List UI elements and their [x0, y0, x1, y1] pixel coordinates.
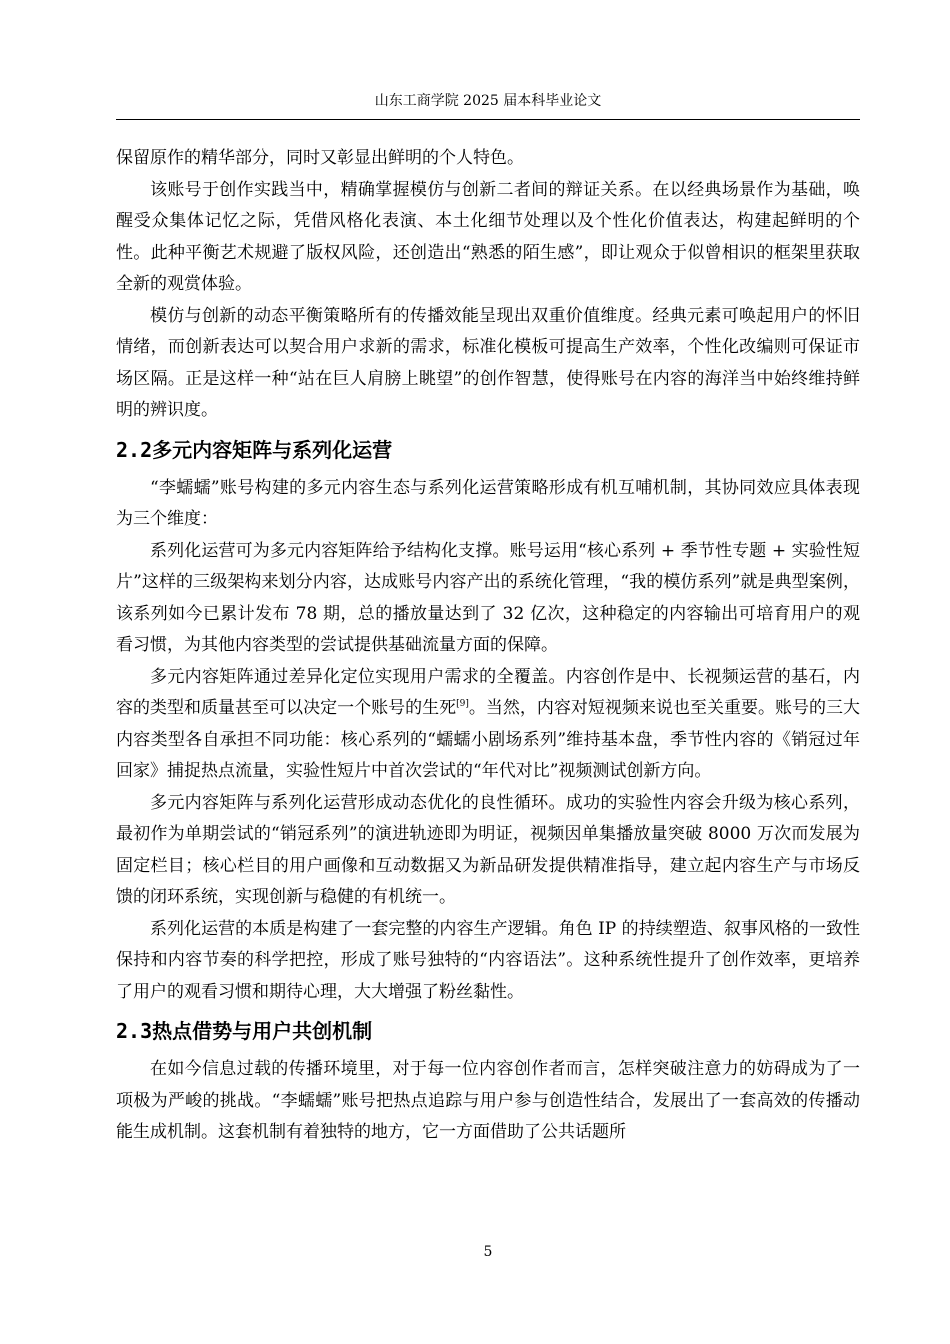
paragraph: 系列化运营的本质是构建了一套完整的内容生产逻辑。角色 IP 的持续塑造、叙事风格的一致性保持和内容节奏的科学把控，形成了账号独特的“内容语法”。这种系统性提升了创作效率，更培养了用户的观看习惯和期待心理，大大增强了粉丝黏性。: [116, 918, 860, 1002]
running-header: 山东工商学院 2025 届本科毕业论文: [374, 93, 602, 109]
section-title: 热点借势与用户共创机制: [152, 1019, 373, 1043]
paragraph: 模仿与创新的动态平衡策略所有的传播效能呈现出双重价值维度。经典元素可唤起用户的怀旧情绪，而创新表达可以契合用户求新的需求，标准化模板可提高生产效率，个性化改编则可保证市场区隔。正是这样一种“站在巨人肩膀上眺望”的创作智慧，使得账号在内容的海洋当中始终维持鲜明的辨识度。: [116, 305, 860, 420]
paragraph: 多元内容矩阵与系列化运营形成动态优化的良性循环。成功的实验性内容会升级为核心系列，最初作为单期尝试的“销冠系列”的演进轨迹即为明证，视频因单集播放量突破 8000 万次而发展为固定栏目；核心栏目的用户画像和互动数据又为新品研发提供精准指导，建立起内容生产与市场反馈的闭环系统，实现创新与稳健的有机统一。: [116, 792, 860, 907]
paragraph: “李蠕蠕”账号构建的多元内容生态与系列化运营策略形成有机互哺机制，其协同效应具体表现为三个维度：: [116, 477, 860, 529]
section-number: 2.2: [116, 437, 153, 462]
section-number: 2.3: [116, 1019, 153, 1043]
citation: [9]: [456, 699, 469, 709]
section-heading-2-2: [116, 435, 860, 465]
paragraph: [116, 662, 860, 788]
page-number: 5: [483, 1244, 493, 1260]
paragraph: 系列化运营可为多元内容矩阵给予结构化支撑。账号运用“核心系列 + 季节性专题 + 实验性短片”这样的三级架构来划分内容，达成账号内容产出的系统化管理，“我的模仿系列”就是典型案例，该系列如今已累计发布 78 期，总的播放量达到了 32 亿次，这种稳定的内容输出可培育用户的观看习惯，为其他内容类型的尝试提供基础流量方面的保障。: [116, 540, 860, 655]
section-title: 多元内容矩阵与系列化运营: [152, 437, 393, 462]
body-text: [116, 143, 860, 1149]
paragraph: 保留原作的精华部分，同时又彰显出鲜明的个人特色。: [116, 148, 524, 168]
section-heading-2-3: [116, 1016, 860, 1046]
paragraph: 在如今信息过载的传播环境里，对于每一位内容创作者而言，怎样突破注意力的妨碍成为了一项极为严峻的挑战。“李蠕蠕”账号把热点追踪与用户参与创造性结合，发展出了一套高效的传播动能生成机制。这套机制有着独特的地方，它一方面借助了公共话题所: [116, 1059, 860, 1142]
paragraph-text: 多元内容矩阵通过差异化定位实现用户需求的全覆盖。内容创作是中、长视频运营的基石，内容的类型和质量甚至可以决定一个账号的生死: [116, 666, 860, 718]
header-divider: [116, 119, 860, 120]
paragraph: 该账号于创作实践当中，精确掌握模仿与创新二者间的辩证关系。在以经典场景作为基础，唤醒受众集体记忆之际，凭借风格化表演、本土化细节处理以及个性化价值表达，构建起鲜明的个性。此种平衡艺术规避了版权风险，还创造出“熟悉的陌生感”，即让观众于似曾相识的框架里获取全新的观赏体验。: [116, 179, 860, 294]
paragraph-text: 。当然，内容对短视频来说也至关重要。账号的三大内容类型各自承担不同功能：核心系列的“蠕蠕小剧场系列”维持基本盘，季节性内容的《销冠过年回家》捕捉热点流量，实验性短片中首次尝试的“年代对比”视频测试创新方向。: [116, 698, 861, 781]
